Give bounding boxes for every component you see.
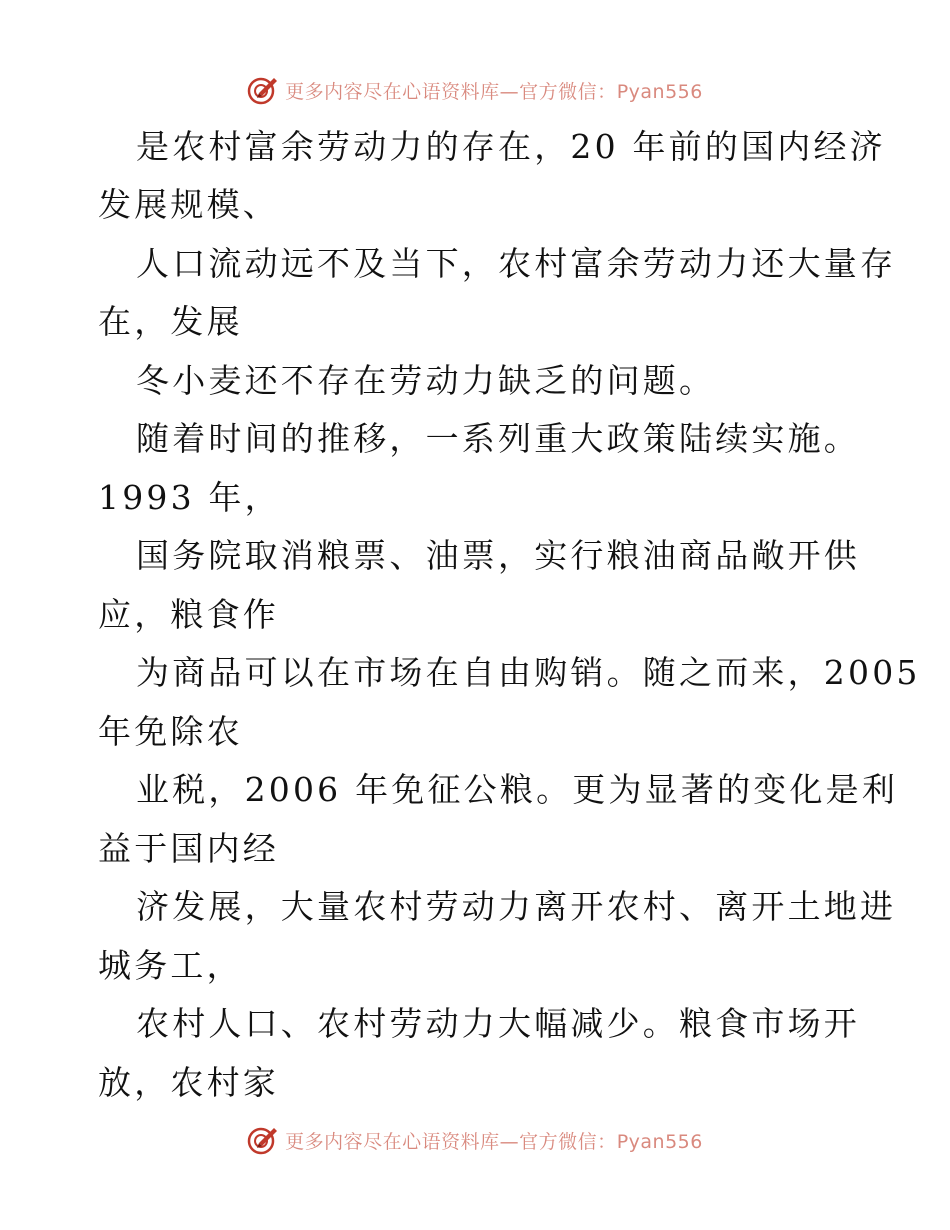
text-line: 年免除农 bbox=[98, 712, 243, 751]
header-banner bbox=[0, 72, 950, 108]
text-line: 放，农村家 bbox=[98, 1063, 279, 1102]
text-line: 1993 年， bbox=[98, 478, 281, 517]
text-line: 农村人口、农村劳动力大幅减少。粮食市场开 bbox=[136, 1004, 860, 1043]
text-line: 益于国内经 bbox=[98, 829, 279, 868]
pen-logo-icon bbox=[247, 74, 279, 106]
text-line: 发展规模、 bbox=[98, 185, 279, 224]
banner-site-text: 更多内容尽在心语资料库 bbox=[285, 1130, 500, 1153]
banner-wechat-label: 官方微信： bbox=[519, 1130, 617, 1153]
footer-banner bbox=[0, 1122, 950, 1158]
text-line: 业税，2006 年免征公粮。更为显著的变化是利 bbox=[136, 770, 899, 809]
text-line: 为商品可以在市场在自由购销。随之而来，2005 bbox=[136, 653, 921, 692]
text-line: 应，粮食作 bbox=[98, 595, 279, 634]
banner-wechat-label: 官方微信： bbox=[519, 80, 617, 103]
banner-wechat-id: Pyan556 bbox=[616, 1130, 703, 1153]
banner-text bbox=[285, 77, 703, 104]
banner-wechat-id: Pyan556 bbox=[616, 80, 703, 103]
text-line: 城务工， bbox=[98, 946, 243, 985]
text-line: 冬小麦还不存在劳动力缺乏的问题。 bbox=[136, 361, 716, 400]
text-line: 人口流动远不及当下，农村富余劳动力还大量存 bbox=[136, 244, 897, 283]
text-line: 是农村富余劳动力的存在，20 年前的国内经济 bbox=[136, 127, 886, 166]
pen-logo-icon bbox=[247, 1124, 279, 1156]
text-line: 在，发展 bbox=[98, 302, 243, 341]
text-line: 随着时间的推移，一系列重大政策陆续实施。 bbox=[136, 419, 860, 458]
banner-text bbox=[285, 1127, 703, 1154]
banner-separator: — bbox=[499, 80, 520, 103]
banner-separator: — bbox=[499, 1130, 520, 1153]
text-line: 济发展，大量农村劳动力离开农村、离开土地进 bbox=[136, 887, 897, 926]
banner-site-text: 更多内容尽在心语资料库 bbox=[285, 80, 500, 103]
text-line: 国务院取消粮票、油票，实行粮油商品敞开供 bbox=[136, 536, 860, 575]
